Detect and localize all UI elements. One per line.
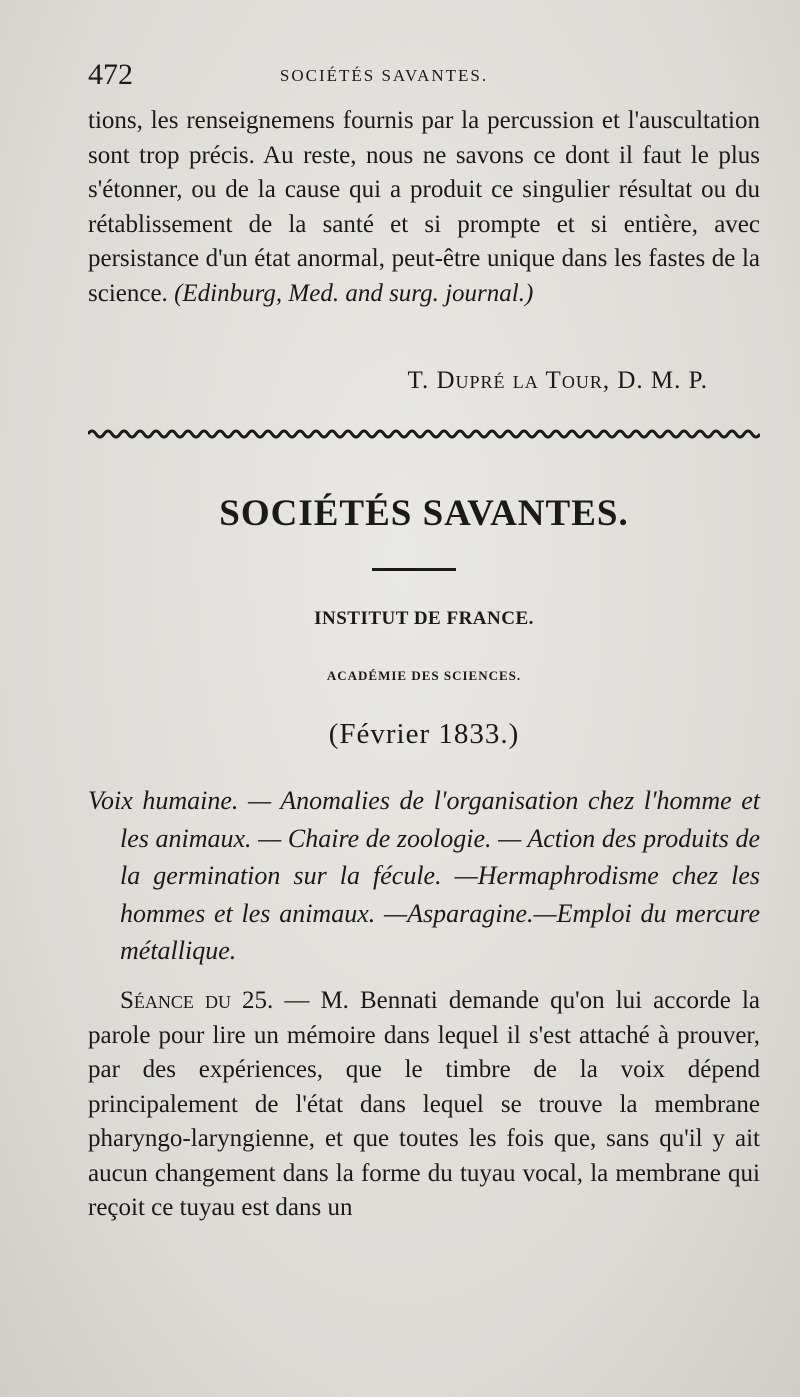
title-rule — [372, 568, 456, 571]
institution-heading: INSTITUT DE FRANCE. — [314, 608, 534, 629]
topics-summary-text: Voix humaine. — Anomalies de l'organisation chez l'homme et les animaux. — Chaire de zoologie. — Action des produits de la germination sur la fécule. —Hermaphrodisme chez les hommes et les animaux. —Asparagine.—Emploi du mercure métallique. — [88, 786, 760, 965]
page-number: 472 — [88, 58, 133, 91]
section-title: SOCIÉTÉS SAVANTES. — [219, 493, 629, 534]
topics-summary — [88, 782, 760, 970]
session-lead: Séance du 25. — [120, 987, 274, 1014]
running-head — [88, 58, 760, 92]
running-title: SOCIÉTÉS SAVANTES. — [279, 66, 489, 85]
session-report — [88, 984, 760, 1226]
continuation-paragraph — [88, 104, 760, 311]
academy-heading: ACADÉMIE DES SCIENCES. — [326, 668, 522, 683]
session-report-text: — M. Bennati demande qu'on lui accorde la parole pour lire un mémoire dans lequel il s'est attaché à prouver, par des expériences, que le timbre de la voix dépend principalement de l'état dans lequel se trouve la membrane pharyngo-laryngienne, et que toutes les fois que, sans qu'il y ait aucun changement dans la forme du tuyau vocal, la membrane qui reçoit ce tuyau est dans un — [88, 987, 760, 1221]
session-date: (Février 1833.) — [328, 718, 520, 750]
author-signature: T. Dupré la Tour, D. M. P. — [407, 367, 708, 394]
ornamental-divider — [88, 428, 760, 440]
continuation-text: tions, les renseignemens fournis par la percussion et l'auscultation sont trop précis. Au reste, nous ne savons ce dont il faut le plus s'étonner, ou de la cause qui a produit ce singulier résultat ou du rétablissement de la santé et si prompte et si entière, avec persistance d'un état anormal, peut-être unique dans les fastes de la science. — [88, 107, 760, 307]
journal-citation: (Edinburg, Med. and surg. journal.) — [174, 279, 534, 307]
